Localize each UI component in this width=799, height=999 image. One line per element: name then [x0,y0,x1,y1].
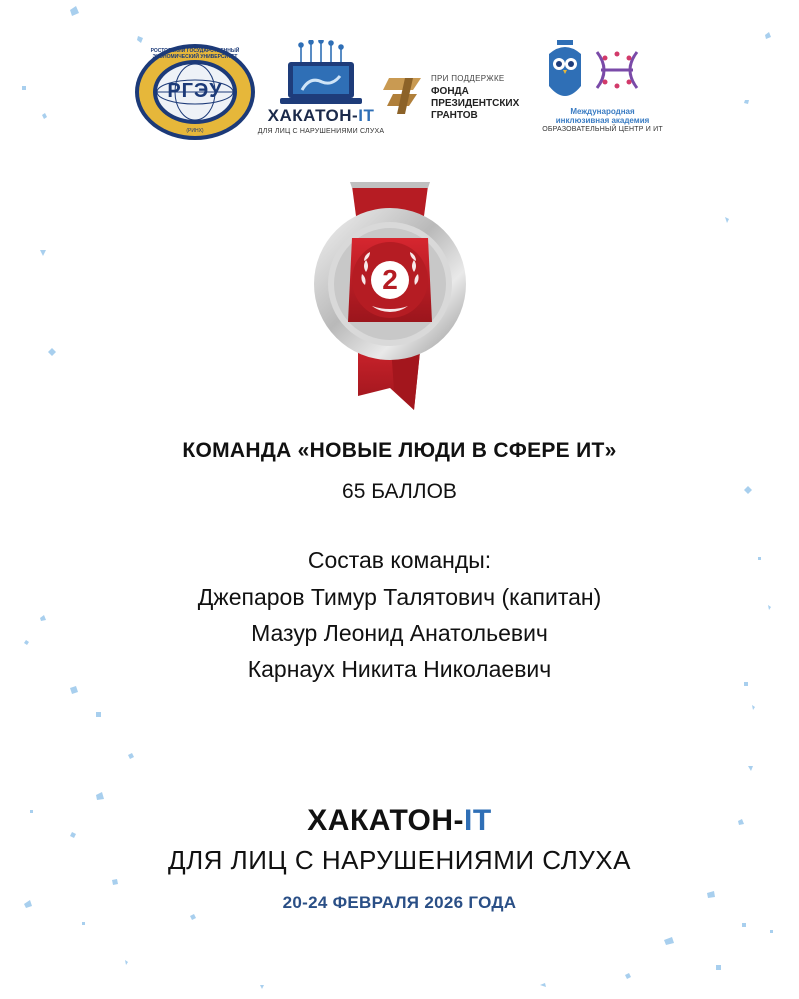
grant-emblem-icon [383,72,427,116]
hackathon-logo-title [256,106,386,126]
grant-name-line2: ПРЕЗИДЕНТСКИХ [431,98,520,109]
event-dates: 20-24 ФЕВРАЛЯ 2026 ГОДА [282,893,517,912]
owl-icon [535,40,670,106]
event-title-accent: IT [464,804,492,837]
academy-name [535,107,670,125]
hackathon-logo-subtitle: ДЛЯ ЛИЦ С НАРУШЕНИЯМИ СЛУХА [257,128,385,135]
rgeu-small: (РИНХ) [186,128,204,134]
team-score: 65 БАЛЛОВ [342,480,457,503]
grant-name-line3: ГРАНТОВ [431,110,478,121]
team-member: Мазур Леонид Анатольевич [251,620,548,646]
event-subtitle: ДЛЯ ЛИЦ С НАРУШЕНИЯМИ СЛУХА [168,845,631,875]
medal-place-number: 2 [382,264,398,295]
grant-name [431,86,519,122]
team-title: КОМАНДА «НОВЫЕ ЛЮДИ В СФЕРЕ ИТ» [182,439,617,462]
team-member: Джепаров Тимур Талятович (капитан) [197,584,602,610]
academy-tagline: ОБРАЗОВАТЕЛЬНЫЙ ЦЕНТР И ИТ [542,126,663,133]
medal-icon [310,182,470,414]
rgeu-ring-text: РОСТОВСКИЙ ГОСУДАРСТВЕННЫЙ ЭКОНОМИЧЕСКИЙ УНИВЕРСИТЕТ [150,48,240,60]
rgeu-logo [133,42,257,142]
academy-logo [535,40,670,145]
academy-name-line1: Международная [570,107,635,116]
team-member: Карнаух Никита Николаевич [247,656,552,682]
academy-name-line2: инклюзивная академия [555,116,650,125]
grant-support-label: ПРИ ПОДДЕРЖКЕ [431,74,505,83]
event-title [0,804,799,838]
hackathon-logo-title-main: ХАКАТОН- [267,106,359,125]
grant-name-line1: ФОНДА [431,86,469,97]
hackathon-logo-title-accent: IT [358,106,375,125]
partner-logos [0,40,799,150]
team-composition-title: Состав команды: [307,547,492,573]
event-title-main: ХАКАТОН- [307,804,465,837]
presidential-grants-logo [383,68,543,128]
laptop-circuit-icon [256,40,386,106]
hackathon-logo [256,40,386,142]
rgeu-abbr: РГЭУ [167,80,223,102]
second-place-medal [310,182,470,414]
